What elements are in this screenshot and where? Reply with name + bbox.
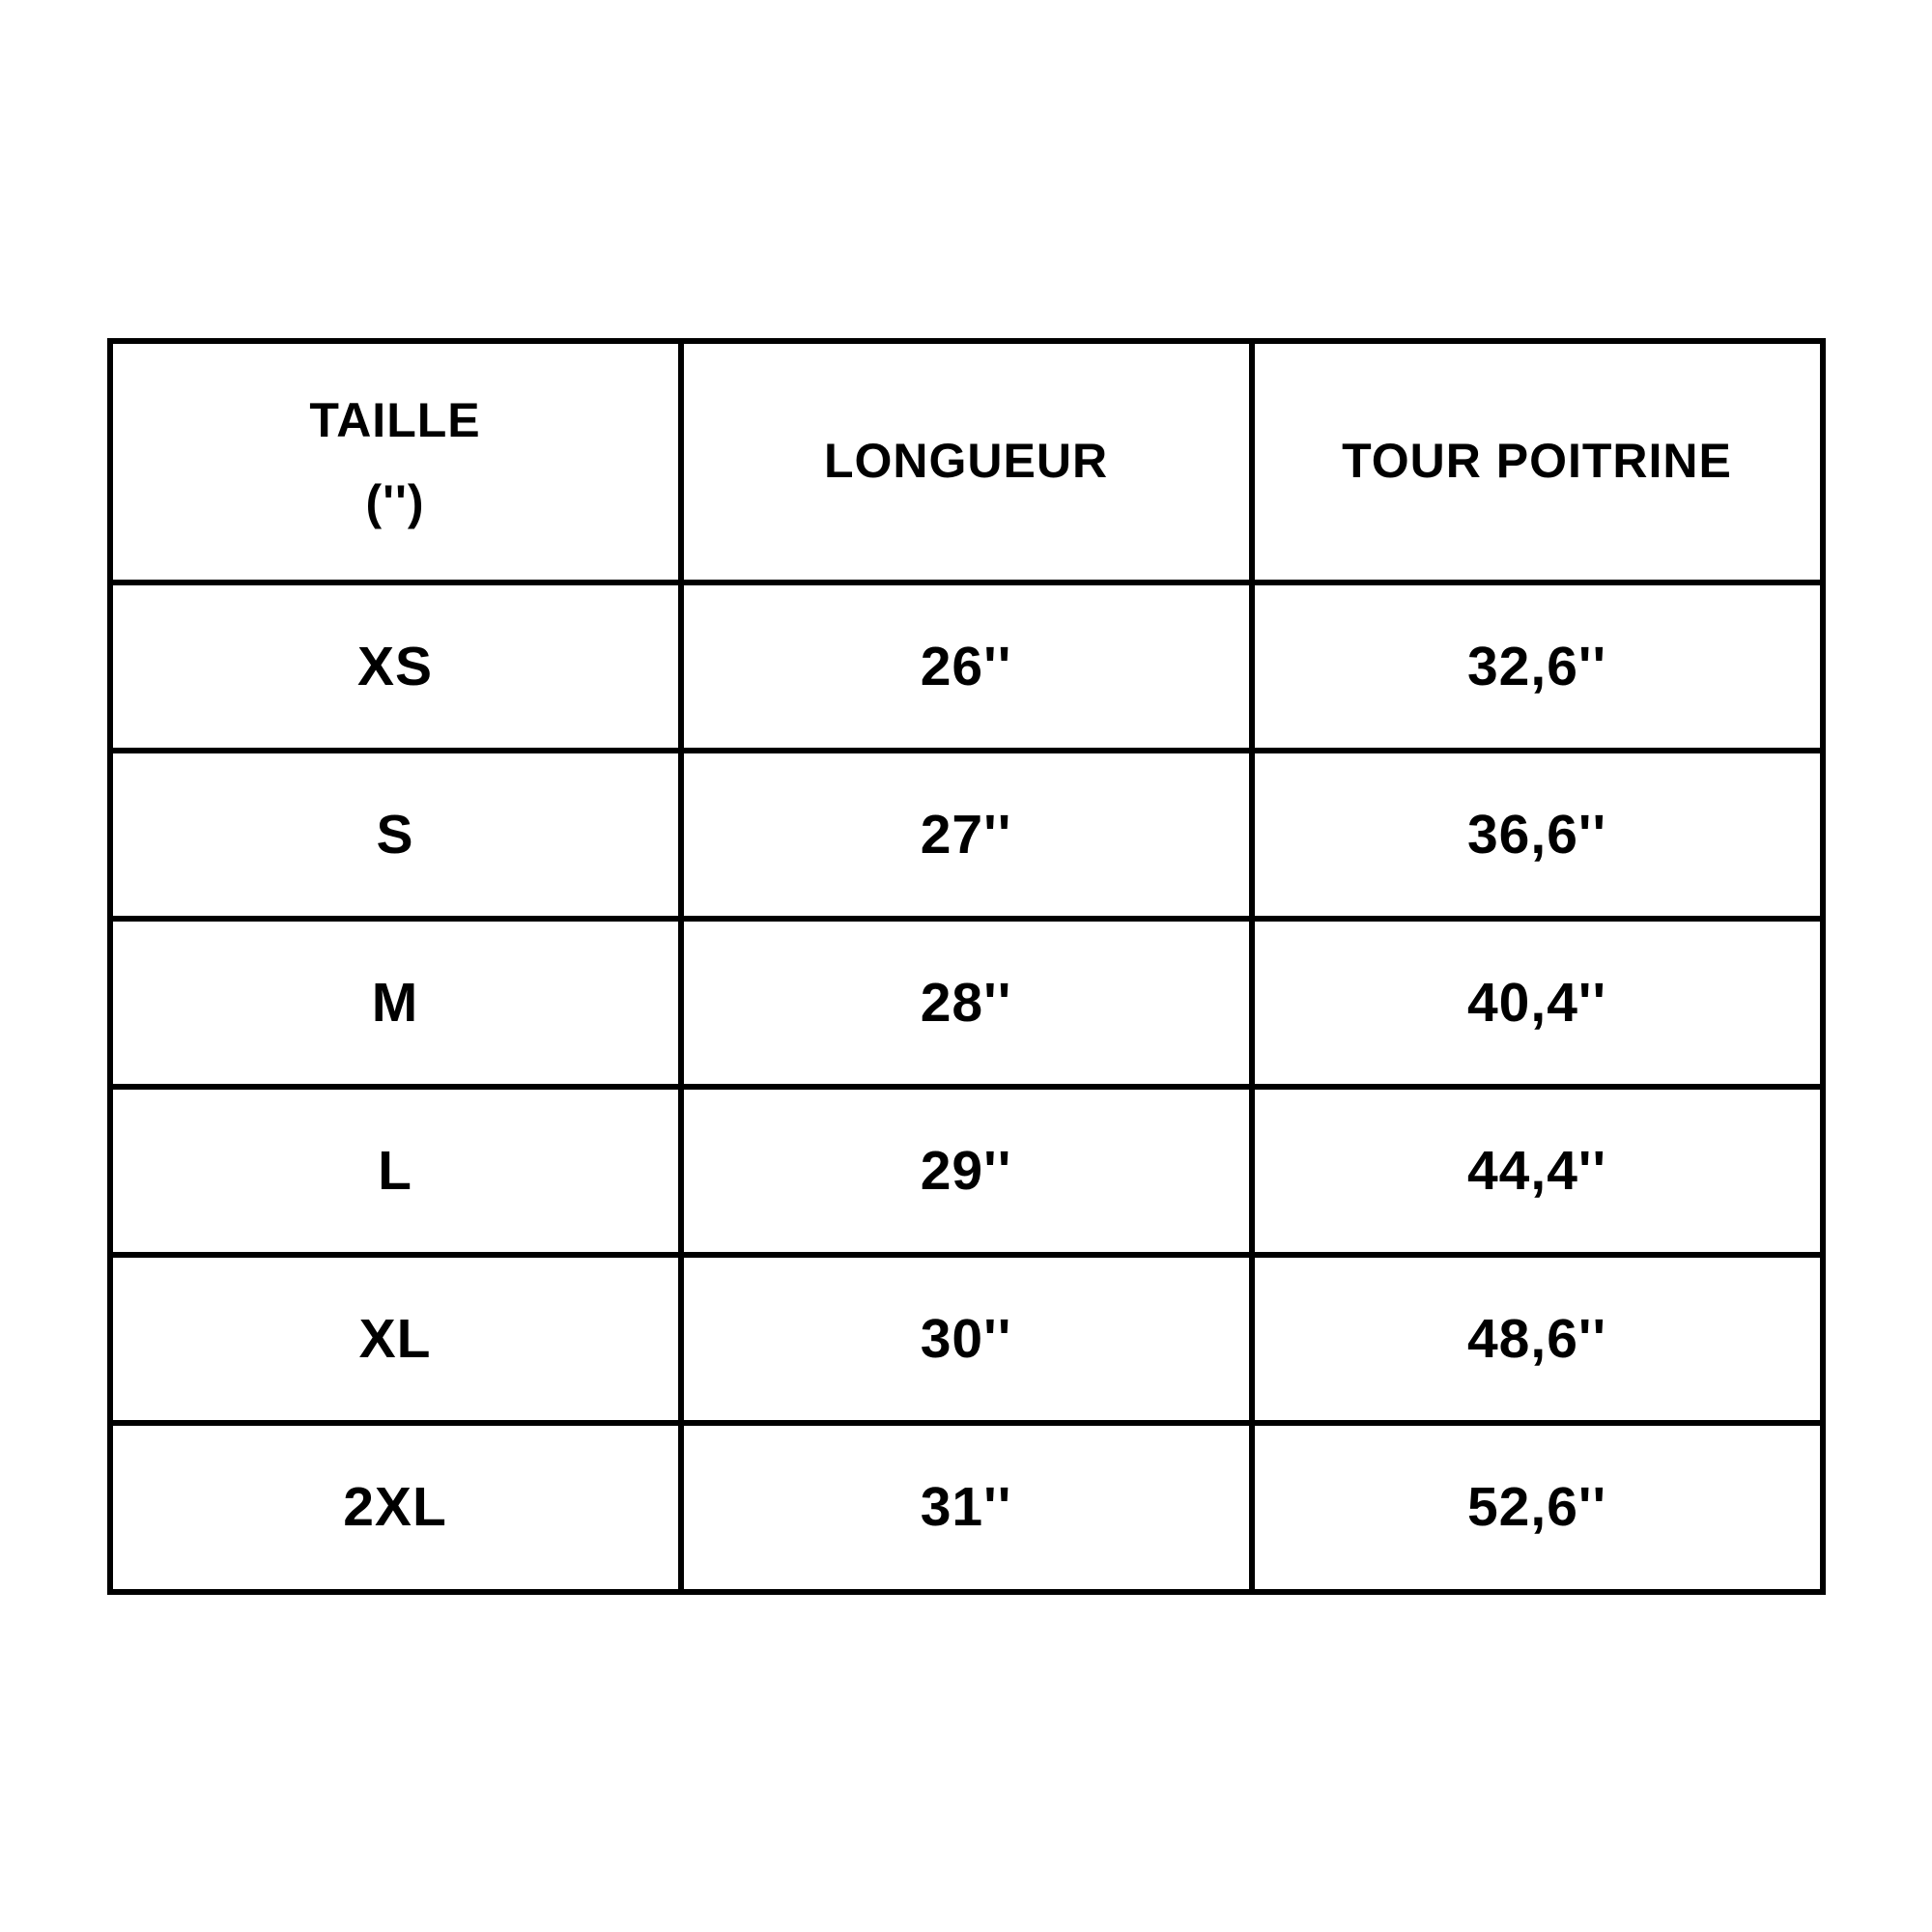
chest-cell: 40,4'' [1252, 919, 1823, 1087]
table-row [110, 582, 1823, 751]
size-cell: XL [110, 1255, 681, 1423]
header-cell-longueur: LONGUEUR [681, 341, 1252, 582]
table-row [110, 919, 1823, 1087]
table-row [110, 751, 1823, 919]
header-taille-unit: ('') [365, 474, 425, 529]
chest-cell: 48,6'' [1252, 1255, 1823, 1423]
length-cell: 28'' [681, 919, 1252, 1087]
header-taille-label: TAILLE [309, 392, 481, 447]
table-header [110, 341, 1823, 582]
table-body [110, 582, 1823, 1592]
header-cell-tour-poitrine: TOUR POITRINE [1252, 341, 1823, 582]
length-cell: 27'' [681, 751, 1252, 919]
size-cell: 2XL [110, 1423, 681, 1591]
size-cell: L [110, 1087, 681, 1255]
chest-cell: 44,4'' [1252, 1087, 1823, 1255]
length-cell: 30'' [681, 1255, 1252, 1423]
length-cell: 31'' [681, 1423, 1252, 1591]
length-cell: 29'' [681, 1087, 1252, 1255]
table-row [110, 1087, 1823, 1255]
size-cell: XS [110, 582, 681, 751]
chest-cell: 32,6'' [1252, 582, 1823, 751]
header-row [110, 341, 1823, 582]
chest-cell: 36,6'' [1252, 751, 1823, 919]
table-row [110, 1255, 1823, 1423]
header-cell-taille [110, 341, 681, 582]
length-cell: 26'' [681, 582, 1252, 751]
size-chart-table [107, 338, 1826, 1595]
size-cell: S [110, 751, 681, 919]
table-row [110, 1423, 1823, 1591]
chest-cell: 52,6'' [1252, 1423, 1823, 1591]
size-cell: M [110, 919, 681, 1087]
